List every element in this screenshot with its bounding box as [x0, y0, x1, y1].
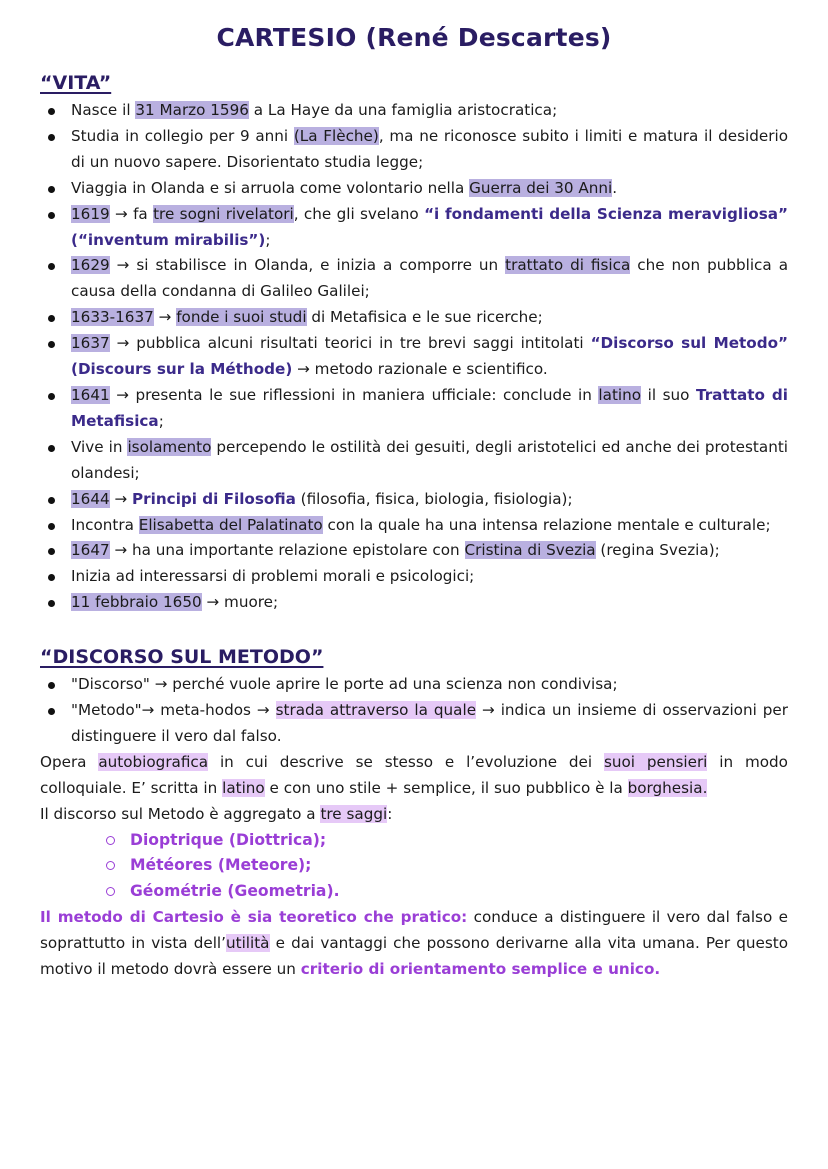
list-item: Inizia ad interessarsi di problemi morali e psicologici;	[40, 564, 788, 590]
saggi-list	[40, 828, 788, 906]
list-item: Dioptrique (Diottrica);	[102, 828, 788, 854]
list-item: 1619 → fa tre sogni rivelatori, che gli svelano “i fondamenti della Scienza meravigliosa” (“inventum mirabilis”);	[40, 202, 788, 254]
paragraph-saggi: Il discorso sul Metodo è aggregato a tre saggi:	[40, 804, 393, 823]
vita-list	[40, 98, 788, 616]
paragraph-opera: Opera autobiografica in cui descrive se stesso e l’evoluzione dei suoi pensieri in modo colloquiale. E’ scritta in latino e con uno stile + semplice, il suo pubblico è la borghesia.	[40, 752, 788, 797]
list-item: "Discorso" → perché vuole aprire le porte ad una scienza non condivisa;	[40, 672, 788, 698]
list-item: 1641 → presenta le sue riflessioni in maniera ufficiale: conclude in latino il suo Trattato di Metafisica;	[40, 383, 788, 435]
list-item: Viaggia in Olanda e si arruola come volontario nella Guerra dei 30 Anni.	[40, 176, 788, 202]
list-item: "Metodo"→ meta-hodos → strada attraverso la quale → indica un insieme di osservazioni per distinguere il vero dal falso.	[40, 698, 788, 750]
discorso-list	[40, 672, 788, 750]
list-item: 1629 → si stabilisce in Olanda, e inizia a comporre un trattato di fisica che non pubblica a causa della condanna di Galileo Galilei;	[40, 253, 788, 305]
list-item: 1633-1637 → fonde i suoi studi di Metafisica e le sue ricerche;	[40, 305, 788, 331]
section-spacer	[40, 616, 788, 642]
list-item: Studia in collegio per 9 anni (La Flèche), ma ne riconosce subito i limiti e matura il desiderio di un nuovo sapere. Disorientato studia legge;	[40, 124, 788, 176]
list-item: 1644 → Principi di Filosofia (filosofia, fisica, biologia, fisiologia);	[40, 487, 788, 513]
section-heading-discorso: “DISCORSO SUL METODO”	[40, 646, 324, 669]
list-item: Météores (Meteore);	[102, 853, 788, 879]
list-item: Incontra Elisabetta del Palatinato con la quale ha una intensa relazione mentale e culturale;	[40, 513, 788, 539]
list-item: Géométrie (Geometria).	[102, 879, 788, 905]
page-title: CARTESIO (René Descartes)	[216, 23, 612, 52]
paragraph-metodo: Il metodo di Cartesio è sia teoretico che pratico: conduce a distinguere il vero dal falso e soprattutto in vista dell’utilità e dai vantaggi che possono derivarne alla vita umana. Per questo motivo il metodo dovrà essere un criterio di orientamento semplice e unico.	[40, 908, 789, 979]
list-item: 1637 → pubblica alcuni risultati teorici in tre brevi saggi intitolati “Discorso sul Metodo” (Discours sur la Méthode) → metodo razionale e scientifico.	[40, 331, 788, 383]
list-item: Nasce il 31 Marzo 1596 a La Haye da una famiglia aristocratica;	[40, 98, 788, 124]
list-item: 11 febbraio 1650 → muore;	[40, 590, 788, 616]
section-heading-vita: “VITA”	[40, 72, 112, 94]
list-item: Vive in isolamento percependo le ostilità dei gesuiti, degli aristotelici ed anche dei protestanti olandesi;	[40, 435, 788, 487]
list-item: 1647 → ha una importante relazione epistolare con Cristina di Svezia (regina Svezia);	[40, 538, 788, 564]
